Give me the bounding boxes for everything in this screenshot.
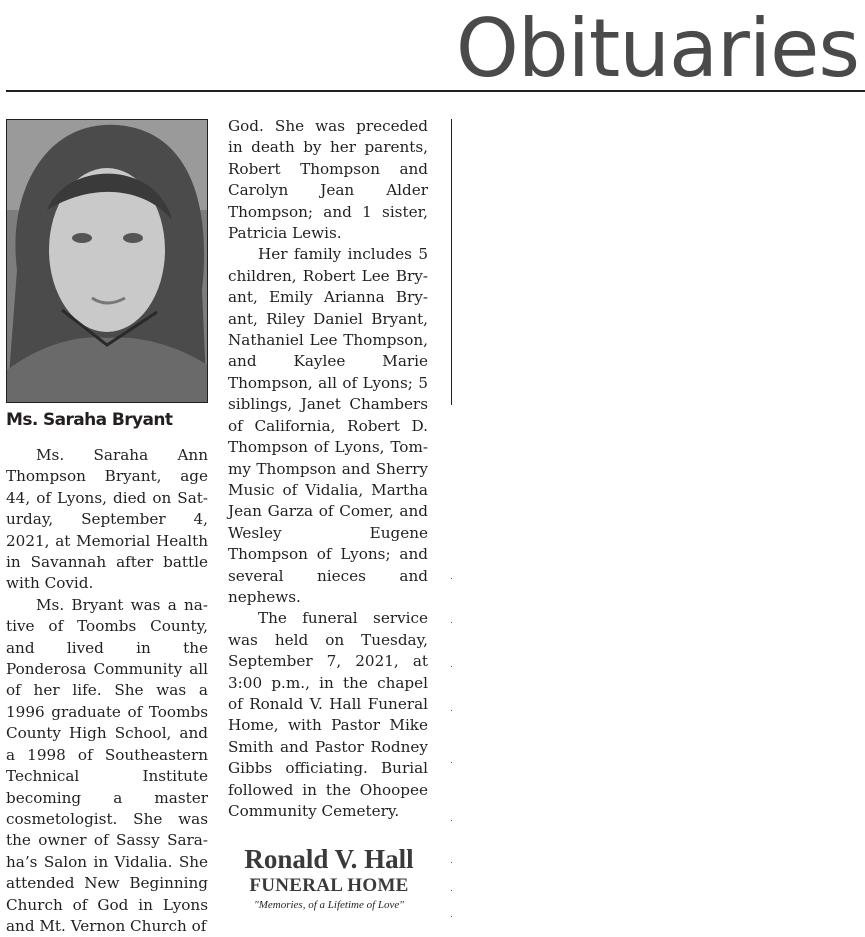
divider-dot <box>451 862 452 863</box>
funeral-home-name: Ronald V. Hall <box>244 844 414 874</box>
divider-dot <box>451 578 452 579</box>
column-1 <box>6 445 208 937</box>
paragraph: God. She was preceded in death by her parents, Robert Thompson and Carolyn Jean Alder Thompson; and 1 sister, Patricia Lewis. <box>228 117 428 243</box>
divider-dot <box>451 666 452 667</box>
paragraph: Ms. Saraha Ann Thompson Bryant, age 44, of Lyons, died on Saturday, September 4, 2021, at Memorial Health in Savannah after battle with Covid. <box>6 446 208 593</box>
divider-dot <box>451 916 452 917</box>
header-rule <box>6 90 865 92</box>
paragraph: Ms. Bryant was a native of Toombs County, and lived in the Ponderosa Community all of her life. She was a 1996 graduate of Toombs County High School, and a 1998 of Southeastern Technical Institute becoming a master cosmetologist. She was the owner of Sassy Saraha’s Salon in Vidalia. She attended New Beginning Church of God in Lyons and Mt. Vernon Church of <box>6 595 208 935</box>
column-divider <box>451 119 452 405</box>
funeral-home-ad <box>228 843 430 913</box>
section-title: Obituaries <box>455 2 859 95</box>
column-2 <box>228 116 428 822</box>
divider-dot <box>451 710 452 711</box>
divider-dot <box>451 890 452 891</box>
divider-dot <box>451 820 452 821</box>
photo-caption: Ms. Saraha Bryant <box>6 410 173 430</box>
divider-dot <box>451 622 452 623</box>
funeral-home-subtitle: FUNERAL HOME <box>249 875 409 896</box>
paragraph: Her family includes 5 children, Robert Lee Bryant, Emily Arianna Bryant, Riley Daniel Bryant, Nathaniel Lee Thompson, and Kaylee Marie Thompson, all of Lyons; 5 siblings, Janet Chambers of California, Robert D. Thompson of Lyons, Tommy Thompson and Sherry Music of Vidalia, Martha Jean Garza of Comer, and Wesley Eugene Thompson of Lyons; and several nieces and nephews. <box>228 245 428 606</box>
portrait-photo <box>6 119 208 403</box>
funeral-home-tagline: "Memories, of a Lifetime of Love" <box>254 899 404 911</box>
divider-dot <box>451 762 452 763</box>
paragraph: The funeral service was held on Tuesday, September 7, 2021, at 3:00 p.m., in the chapel of Ronald V. Hall Funeral Home, with Pastor Mike Smith and Pastor Rodney Gibbs officiating. Burial followed in the Ohoopee Community Cemetery. <box>228 609 428 820</box>
